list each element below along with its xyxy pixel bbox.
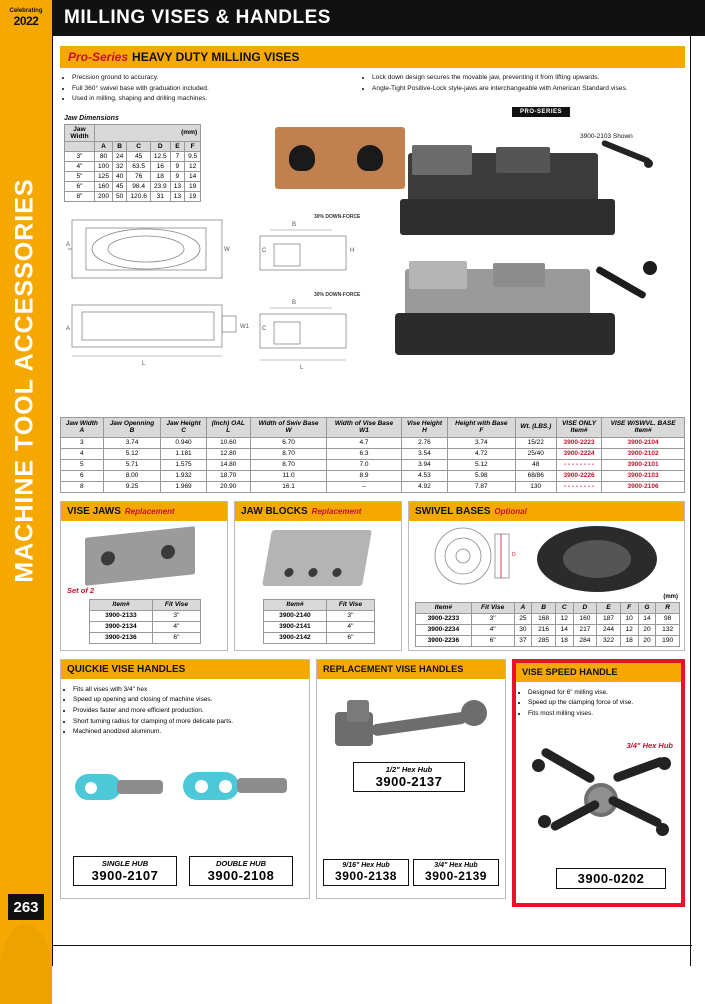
panel-title: REPLACEMENT VISE HANDLES	[323, 664, 464, 675]
table-cell: 4.92	[401, 481, 447, 492]
table-row	[65, 191, 201, 201]
table-cell: 3.74	[103, 437, 161, 448]
panel-vise-jaws	[60, 501, 228, 651]
table-row	[264, 610, 375, 621]
table-row	[90, 621, 201, 632]
col-header: Jaw Openning B	[103, 417, 161, 437]
table-row	[264, 632, 375, 643]
swivel-base-drawing	[417, 526, 527, 592]
table-row	[90, 632, 201, 643]
table-cell: 11.0	[250, 470, 327, 481]
table-row	[90, 610, 201, 621]
table-cell: 98	[656, 613, 680, 624]
col-header: B	[113, 141, 127, 151]
vise-photo-bottom	[395, 255, 655, 375]
panel-title: QUICKIE VISE HANDLES	[67, 663, 186, 675]
bullet: • Used in milling, shaping and drilling machines.	[72, 94, 360, 105]
table-row	[61, 470, 685, 481]
panel-title: VISE JAWS	[67, 505, 121, 517]
jaw-dimensions-block	[64, 109, 201, 202]
bullet: • Short turning radius for clamping of more delicate parts.	[73, 717, 309, 728]
replacement-handle-photo	[335, 696, 495, 756]
table-cell: 4.7	[327, 437, 401, 448]
table-cell: 37	[514, 635, 532, 646]
svg-text:B: B	[292, 299, 297, 306]
panel-title: VISE SPEED HANDLE	[522, 667, 618, 678]
sku-item: 3900-2138	[335, 868, 397, 883]
pro-series-banner	[60, 46, 685, 68]
panel-title: SWIVEL BASES	[415, 505, 491, 517]
col-header: Jaw Width A	[61, 417, 104, 437]
bullet: • Machined anodized aluminum.	[73, 727, 309, 738]
sku-label: 3/4" Hex Hub	[434, 861, 478, 869]
sku-label: DOUBLE HUB	[216, 858, 266, 868]
table-cell: --	[327, 481, 401, 492]
table-cell: 190	[656, 635, 680, 646]
table-cell: 16.1	[250, 481, 327, 492]
table-cell: 25/40	[515, 448, 556, 459]
svg-text:W: W	[224, 246, 230, 253]
table-cell: 1.932	[161, 470, 206, 481]
table-cell: 3	[61, 437, 104, 448]
table-cell: 68/86	[515, 470, 556, 481]
bullet: • Fits all vises with 3/4" hex	[73, 685, 309, 696]
table-cell: 6"	[152, 632, 200, 643]
table-cell: 130	[515, 481, 556, 492]
category-sidebar	[0, 36, 52, 1004]
crop-mark	[690, 36, 691, 966]
table-cell: 285	[532, 635, 556, 646]
col-header: B	[532, 602, 556, 613]
crop-mark	[52, 36, 53, 966]
panel-header	[516, 663, 681, 682]
bullet: • Fits most milling vises.	[528, 709, 681, 720]
panel-jaw-blocks	[234, 501, 402, 651]
svg-text:D: D	[512, 551, 516, 558]
col-header: Fit Vise	[152, 599, 200, 610]
jaw-blocks-table	[263, 599, 375, 644]
panel-replacement-handles	[316, 659, 506, 899]
panel-header	[61, 660, 309, 679]
table-cell: 18	[150, 171, 170, 181]
bullet: • Precision ground to accuracy.	[72, 73, 360, 84]
table-cell: 19	[185, 181, 201, 191]
table-cell: 6.3	[327, 448, 401, 459]
item-number-cell: 3900-2140	[264, 610, 327, 621]
table-row	[416, 624, 680, 635]
col-header: E	[597, 602, 621, 613]
item-number-cell: 3900-2104	[602, 437, 685, 448]
table-cell: 100	[95, 161, 113, 171]
sku-item: 3900-2139	[425, 868, 487, 883]
table-row	[61, 481, 685, 492]
table-row	[416, 635, 680, 646]
jaw-block-photo	[262, 530, 372, 586]
photo-caption: 3900-2103 Shown	[580, 132, 633, 140]
panel-subtitle: Replacement	[124, 506, 175, 516]
table-cell: 3"	[471, 613, 514, 624]
col-header: (Inch) OAL L	[206, 417, 250, 437]
table-cell: 50	[113, 191, 127, 201]
col-header: D	[150, 141, 170, 151]
table-row	[65, 161, 201, 171]
table-cell: 12	[555, 613, 573, 624]
table-cell: 1.969	[161, 481, 206, 492]
table-cell: 8.70	[250, 448, 327, 459]
anniversary-badge	[0, 0, 52, 36]
feature-bullets	[60, 73, 685, 105]
table-cell: 8"	[65, 191, 95, 201]
bullet: • Speed up opening and closing of machine vises.	[73, 695, 309, 706]
col-header: VISE ONLY Item#	[556, 417, 601, 437]
sku-double-hub	[189, 856, 293, 886]
sku-916-hex	[323, 859, 409, 886]
table-cell: 4"	[152, 621, 200, 632]
table-cell: 8.70	[250, 459, 327, 470]
table-cell: 12	[185, 161, 201, 171]
item-number-cell: 3900-2141	[264, 621, 327, 632]
table-cell: 200	[95, 191, 113, 201]
table-cell: 45	[127, 151, 151, 161]
table-cell: 216	[532, 624, 556, 635]
panel-subtitle: Optional	[494, 506, 527, 516]
table-cell: 125	[95, 171, 113, 181]
panel-vise-speed-handle	[512, 659, 685, 907]
double-hub-photo	[183, 760, 298, 812]
col-header: Wt. (LBS.)	[515, 417, 556, 437]
item-number-cell: 3900-2226	[556, 470, 601, 481]
table-cell: 5.12	[103, 448, 161, 459]
vise-spec-table	[60, 417, 685, 493]
table-cell: 5.71	[103, 459, 161, 470]
anniversary-year: 2022	[13, 13, 39, 28]
table-cell: 132	[656, 624, 680, 635]
table-cell: 18	[620, 635, 638, 646]
col-header: VISE W/SWVL. BASE Item#	[602, 417, 685, 437]
table-cell: 6"	[326, 632, 374, 643]
col-header: A	[514, 602, 532, 613]
col-header: C	[127, 141, 151, 151]
svg-text:A: A	[66, 241, 71, 248]
svg-text:C: C	[262, 325, 267, 332]
table-cell: 5.12	[448, 459, 515, 470]
bullet: • Provides faster and more efficient production.	[73, 706, 309, 717]
svg-text:L: L	[300, 364, 304, 371]
item-number-cell: 3900-2133	[90, 610, 153, 621]
unit-header: (mm)	[95, 124, 201, 141]
vise-jaws-table	[89, 599, 201, 644]
table-cell: 14	[555, 624, 573, 635]
table-row	[65, 171, 201, 181]
bullet: • Full 360° swivel base with graduation included.	[72, 84, 360, 95]
svg-text:A: A	[66, 325, 71, 332]
technical-drawing-left	[64, 210, 404, 375]
bullets-right	[360, 73, 685, 105]
table-cell: 12	[620, 624, 638, 635]
vise-photo-top	[400, 143, 650, 248]
col-header: Width of Swiv Base W	[250, 417, 327, 437]
table-cell: 6"	[471, 635, 514, 646]
top-illustration-area	[60, 105, 685, 415]
table-cell: 3.94	[401, 459, 447, 470]
table-cell: 1.181	[161, 448, 206, 459]
table-cell: 4.53	[401, 470, 447, 481]
table-cell: 5"	[65, 171, 95, 181]
svg-text:30% DOWN-FORCE: 30% DOWN-FORCE	[314, 291, 361, 298]
svg-text:W1: W1	[240, 323, 249, 330]
table-cell: 19	[185, 191, 201, 201]
item-number-cell: 3900-2234	[416, 624, 472, 635]
table-cell: 31	[150, 191, 170, 201]
table-cell: 14	[638, 613, 656, 624]
sku-item: 3900-2137	[375, 773, 443, 789]
col-header: Height with Base F	[448, 417, 515, 437]
col-header: F	[620, 602, 638, 613]
panel-quickie-handles	[60, 659, 310, 899]
col-header: Jaw Height C	[161, 417, 206, 437]
col-header: D	[573, 602, 597, 613]
table-cell: 168	[532, 613, 556, 624]
item-number-cell: 3900-2102	[602, 448, 685, 459]
table-cell: 4"	[326, 621, 374, 632]
item-number-cell: 3900-2136	[90, 632, 153, 643]
col-header: Jaw Width	[65, 124, 95, 141]
panel-header	[317, 660, 505, 679]
item-number-cell: 3900-2134	[90, 621, 153, 632]
swivel-base-photo	[537, 526, 657, 592]
item-number-cell: - - - - - - - -	[556, 481, 601, 492]
table-cell: 13	[170, 191, 184, 201]
table-cell: 5.98	[448, 470, 515, 481]
item-number-cell: 3900-2224	[556, 448, 601, 459]
col-header: C	[555, 602, 573, 613]
item-number-cell: - - - - - - - -	[556, 459, 601, 470]
table-cell: 32	[113, 161, 127, 171]
col-header: Fit Vise	[471, 602, 514, 613]
bullet: • Lock down design secures the movable jaw, preventing it from lifting upwards.	[372, 73, 685, 84]
col-header: Item#	[264, 599, 327, 610]
table-cell: 30	[514, 624, 532, 635]
table-cell: 2.76	[401, 437, 447, 448]
sku-label: SINGLE HUB	[101, 858, 149, 868]
table-cell: 40	[113, 171, 127, 181]
vise-spec-table-wrapper	[60, 417, 685, 493]
col-header: Vise Height H	[401, 417, 447, 437]
table-cell: 4"	[471, 624, 514, 635]
item-number-cell: 3900-2142	[264, 632, 327, 643]
table-cell: 76	[127, 171, 151, 181]
table-cell: 9.25	[103, 481, 161, 492]
table-cell: 14.80	[206, 459, 250, 470]
panel-swivel-bases	[408, 501, 685, 651]
table-cell: 7.87	[448, 481, 515, 492]
table-cell: 20.90	[206, 481, 250, 492]
panel-title: JAW BLOCKS	[241, 505, 308, 517]
svg-text:30% DOWN-FORCE: 30% DOWN-FORCE	[314, 213, 361, 220]
table-cell: 16	[150, 161, 170, 171]
panel-note: Set of 2	[67, 585, 95, 595]
table-cell: 8.00	[103, 470, 161, 481]
table-cell: 244	[597, 624, 621, 635]
table-cell: 23.9	[150, 181, 170, 191]
table-cell: 6	[61, 470, 104, 481]
page-number: 263	[8, 894, 44, 920]
table-cell: 4	[61, 448, 104, 459]
sku-half-hex	[353, 762, 465, 792]
svg-text:H: H	[350, 247, 355, 254]
table-cell: 4"	[65, 161, 95, 171]
sku-speed-handle	[556, 868, 666, 889]
banner-title: HEAVY DUTY MILLING VISES	[132, 50, 300, 64]
table-cell: 7.0	[327, 459, 401, 470]
table-cell: 9	[170, 171, 184, 181]
table-cell: 12.80	[206, 448, 250, 459]
jaw-dimensions-table	[64, 124, 201, 202]
col-header: Fit Vise	[326, 599, 374, 610]
table-cell: 14	[185, 171, 201, 181]
page-header	[0, 0, 705, 36]
table-cell: 4.72	[448, 448, 515, 459]
table-cell: 10.60	[206, 437, 250, 448]
item-number-cell: 3900-2106	[602, 481, 685, 492]
table-row	[61, 448, 685, 459]
sku-item: 3900-2107	[91, 867, 159, 883]
table-cell: 13	[170, 181, 184, 191]
table-cell: 20	[638, 635, 656, 646]
table-cell: 80	[95, 151, 113, 161]
table-cell: 9	[170, 161, 184, 171]
table-cell: 63.5	[127, 161, 151, 171]
table-cell: 98.4	[127, 181, 151, 191]
item-number-cell: 3900-2223	[556, 437, 601, 448]
table-cell: 3.74	[448, 437, 515, 448]
svg-text:L: L	[142, 360, 146, 367]
page-content	[52, 36, 705, 1004]
sku-single-hub	[73, 856, 177, 886]
col-header: R	[656, 602, 680, 613]
table-cell: 10	[620, 613, 638, 624]
col-header: Item#	[416, 602, 472, 613]
sku-label: 1/2" Hex Hub	[385, 764, 433, 774]
gear-icon	[0, 924, 52, 1004]
sku-label: 9/16" Hex Hub	[342, 861, 390, 869]
page-title: MILLING VISES & HANDLES	[64, 7, 331, 28]
table-cell: 120.6	[127, 191, 151, 201]
table-cell: 284	[573, 635, 597, 646]
col-header: Width of Vise Base W1	[327, 417, 401, 437]
col-header: Item#	[90, 599, 153, 610]
single-hub-photo	[75, 764, 175, 810]
panel-header	[409, 502, 684, 521]
bullet: • Angle-Tight Positive-Lock style-jaws are interchangeable with American Standard vises.	[372, 84, 685, 95]
table-cell: 3"	[326, 610, 374, 621]
sku-34-hex	[413, 859, 499, 886]
table-cell: 48	[515, 459, 556, 470]
anniversary-small-text: Celebrating	[9, 8, 43, 15]
table-cell: 3"	[152, 610, 200, 621]
table-row	[264, 621, 375, 632]
col-header: E	[170, 141, 184, 151]
panel-header	[235, 502, 401, 521]
table-cell: 18.70	[206, 470, 250, 481]
category-label: MACHINE TOOL ACCESSORIES	[10, 178, 39, 583]
table-cell: 187	[597, 613, 621, 624]
table-cell: 217	[573, 624, 597, 635]
table-row	[65, 151, 201, 161]
table-cell: 6.70	[250, 437, 327, 448]
item-number-cell: 3900-2233	[416, 613, 472, 624]
table-row	[61, 437, 685, 448]
table-cell: 25	[514, 613, 532, 624]
speed-handle-photo	[532, 755, 672, 847]
quickie-bullets	[61, 685, 309, 739]
table-cell: 7	[170, 151, 184, 161]
table-cell: 8.9	[327, 470, 401, 481]
table-cell: 3.54	[401, 448, 447, 459]
table-row	[61, 459, 685, 470]
bottom-panels-row	[60, 659, 685, 907]
table-cell: 1.575	[161, 459, 206, 470]
bullets-left	[60, 73, 360, 105]
unit-label: (mm)	[663, 593, 678, 600]
jaw-block-photo	[275, 127, 405, 189]
table-cell: 24	[113, 151, 127, 161]
mid-panels-row	[60, 501, 685, 651]
col-header: G	[638, 602, 656, 613]
panel-subtitle: Replacement	[311, 506, 362, 516]
sku-item: 3900-2108	[207, 867, 275, 883]
hub-label: 3/4" Hex Hub	[626, 740, 673, 750]
pro-series-badge	[512, 107, 570, 117]
item-number-cell: 3900-2236	[416, 635, 472, 646]
crop-mark	[52, 945, 692, 946]
bullet: • Speed up the clamping force of vise.	[528, 698, 681, 709]
jaw-dimensions-title: Jaw Dimensions	[64, 114, 119, 122]
table-row	[416, 613, 680, 624]
item-number-cell: 3900-2101	[602, 459, 685, 470]
item-number-cell: 3900-2103	[602, 470, 685, 481]
table-cell: 160	[95, 181, 113, 191]
speed-bullets	[516, 688, 681, 720]
table-cell: 45	[113, 181, 127, 191]
panel-header	[61, 502, 227, 521]
table-cell: 12.5	[150, 151, 170, 161]
col-header: F	[185, 141, 201, 151]
table-cell: 20	[638, 624, 656, 635]
table-cell: 160	[573, 613, 597, 624]
table-cell: 15/22	[515, 437, 556, 448]
table-cell: 3"	[65, 151, 95, 161]
svg-text:C: C	[262, 247, 267, 254]
table-cell: 5	[61, 459, 104, 470]
col-header: A	[95, 141, 113, 151]
table-cell: 0.940	[161, 437, 206, 448]
sku-item: 3900-0202	[577, 870, 645, 886]
banner-brand: Pro-Series	[68, 50, 129, 64]
svg-text:B: B	[292, 221, 297, 228]
table-cell: 18	[555, 635, 573, 646]
table-cell: 6"	[65, 181, 95, 191]
table-cell: 322	[597, 635, 621, 646]
bullet: • Designed for 6" milling vise.	[528, 688, 681, 699]
badge-text: PRO-SERIES	[520, 108, 563, 115]
swivel-bases-table	[415, 602, 680, 647]
table-cell: 8	[61, 481, 104, 492]
vise-jaw-photo	[85, 526, 195, 586]
table-row	[65, 181, 201, 191]
table-cell: 9.5	[185, 151, 201, 161]
